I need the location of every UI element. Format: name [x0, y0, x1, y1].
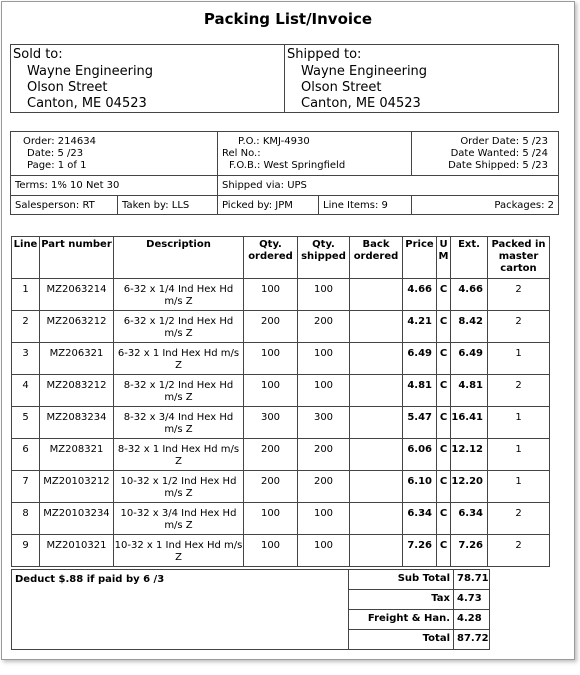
cell-um: C	[437, 343, 451, 375]
line-items	[318, 195, 412, 215]
document-title: Packing List/Invoice	[203, 10, 373, 28]
cell-qty-ordered: 100	[244, 343, 298, 375]
taken-by-text: Taken by: LLS	[122, 200, 190, 211]
table-header-row	[12, 237, 550, 279]
salesperson	[10, 195, 118, 215]
cell-back-ordered	[350, 375, 403, 407]
shipped-to-line: Canton, ME 04523	[301, 96, 421, 111]
cell-ext: 4.66	[451, 279, 488, 311]
cell-qty-shipped: 100	[298, 503, 350, 535]
col-packed: Packed in master carton	[488, 237, 550, 279]
order-info-mid	[217, 131, 412, 176]
cell-um: C	[437, 439, 451, 471]
cell-qty-shipped: 100	[298, 279, 350, 311]
terms	[10, 175, 218, 196]
cell-packed: 2	[488, 375, 550, 407]
freight-value: 4.28	[453, 609, 490, 630]
table-row	[12, 535, 550, 567]
date-wanted: Date Wanted: 5 /24	[450, 148, 548, 159]
cell-back-ordered	[350, 407, 403, 439]
cell-qty-ordered: 100	[244, 279, 298, 311]
cell-ext: 7.26	[451, 535, 488, 567]
total-value: 87.72	[453, 629, 490, 650]
shipped-to-line: Wayne Engineering	[301, 64, 428, 79]
subtotal-label: Sub Total	[348, 569, 454, 590]
order-number: Order: 214634	[23, 136, 96, 147]
cell-description: 6-32 x 1/4 Ind Hex Hd m/s Z	[114, 279, 244, 311]
col-qty-shipped: Qty. shipped	[298, 237, 350, 279]
cell-um: C	[437, 311, 451, 343]
cell-description: 8-32 x 3/4 Ind Hex Hd m/s Z	[114, 407, 244, 439]
cell-price: 6.49	[403, 343, 437, 375]
cell-um: C	[437, 407, 451, 439]
date-shipped: Date Shipped: 5 /23	[448, 160, 548, 171]
table-row	[12, 375, 550, 407]
cell-price: 4.81	[403, 375, 437, 407]
cell-packed: 1	[488, 407, 550, 439]
table-row	[12, 311, 550, 343]
cell-part-number: MZ2010321	[40, 535, 114, 567]
shipped-to-line: Olson Street	[301, 80, 382, 95]
cell-line: 6	[12, 439, 40, 471]
sold-to-line: Olson Street	[27, 80, 108, 95]
order-info-right	[411, 131, 559, 176]
cell-um: C	[437, 279, 451, 311]
cell-price: 4.66	[403, 279, 437, 311]
rel-number: Rel No.:	[222, 148, 261, 159]
cell-line: 1	[12, 279, 40, 311]
cell-description: 10-32 x 1 Ind Hex Hd m/s Z	[114, 535, 244, 567]
order-date-short: Date: 5 /23	[27, 148, 84, 159]
col-price: Price	[403, 237, 437, 279]
cell-line: 4	[12, 375, 40, 407]
cell-ext: 6.34	[451, 503, 488, 535]
tax-label: Tax	[348, 589, 454, 610]
cell-packed: 2	[488, 279, 550, 311]
table-row	[12, 439, 550, 471]
page-number: Page: 1 of 1	[27, 160, 87, 171]
cell-line: 8	[12, 503, 40, 535]
packages-text: Packages: 2	[494, 200, 554, 211]
cell-packed: 2	[488, 503, 550, 535]
cell-price: 6.34	[403, 503, 437, 535]
cell-line: 3	[12, 343, 40, 375]
cell-ext: 8.42	[451, 311, 488, 343]
cell-qty-shipped: 100	[298, 535, 350, 567]
cell-part-number: MZ2083212	[40, 375, 114, 407]
order-info-left	[10, 131, 218, 176]
cell-qty-ordered: 200	[244, 471, 298, 503]
invoice-page	[1, 1, 575, 660]
line-items-table	[11, 236, 550, 567]
cell-qty-shipped: 200	[298, 471, 350, 503]
shipped-via-text: Shipped via: UPS	[222, 180, 307, 191]
deduct-note-box	[11, 569, 349, 650]
cell-part-number: MZ2063214	[40, 279, 114, 311]
cell-qty-shipped: 200	[298, 439, 350, 471]
cell-part-number: MZ2063212	[40, 311, 114, 343]
cell-packed: 2	[488, 535, 550, 567]
col-back-ordered: Back ordered	[350, 237, 403, 279]
cell-line: 7	[12, 471, 40, 503]
tax-value: 4.73	[453, 589, 490, 610]
cell-um: C	[437, 375, 451, 407]
cell-ext: 12.20	[451, 471, 488, 503]
cell-back-ordered	[350, 279, 403, 311]
cell-description: 6-32 x 1 Ind Hex Hd m/s Z	[114, 343, 244, 375]
cell-qty-ordered: 200	[244, 311, 298, 343]
table-row	[12, 503, 550, 535]
cell-line: 2	[12, 311, 40, 343]
cell-qty-ordered: 100	[244, 375, 298, 407]
cell-um: C	[437, 503, 451, 535]
cell-ext: 12.12	[451, 439, 488, 471]
cell-packed: 2	[488, 311, 550, 343]
subtotal-value: 78.71	[453, 569, 490, 590]
picked-by	[217, 195, 319, 215]
cell-description: 8-32 x 1 Ind Hex Hd m/s Z	[114, 439, 244, 471]
col-part-number: Part number	[40, 237, 114, 279]
cell-qty-shipped: 100	[298, 343, 350, 375]
cell-description: 8-32 x 1/2 Ind Hex Hd m/s Z	[114, 375, 244, 407]
cell-description: 10-32 x 1/2 Ind Hex Hd m/s Z	[114, 471, 244, 503]
cell-qty-ordered: 100	[244, 535, 298, 567]
salesperson-text: Salesperson: RT	[15, 200, 95, 211]
shipped-to-box	[284, 44, 559, 113]
col-ext: Ext.	[451, 237, 488, 279]
cell-qty-ordered: 100	[244, 503, 298, 535]
picked-by-text: Picked by: JPM	[222, 200, 293, 211]
cell-back-ordered	[350, 471, 403, 503]
cell-back-ordered	[350, 535, 403, 567]
cell-price: 5.47	[403, 407, 437, 439]
cell-um: C	[437, 535, 451, 567]
cell-packed: 1	[488, 471, 550, 503]
cell-line: 9	[12, 535, 40, 567]
cell-price: 6.10	[403, 471, 437, 503]
cell-price: 4.21	[403, 311, 437, 343]
cell-packed: 1	[488, 439, 550, 471]
cell-qty-ordered: 200	[244, 439, 298, 471]
packages	[411, 195, 559, 215]
cell-qty-shipped: 300	[298, 407, 350, 439]
cell-part-number: MZ20103212	[40, 471, 114, 503]
cell-um: C	[437, 471, 451, 503]
cell-back-ordered	[350, 503, 403, 535]
taken-by	[117, 195, 218, 215]
sold-to-line: Wayne Engineering	[27, 64, 154, 79]
sold-to-box	[10, 44, 285, 113]
table-row	[12, 279, 550, 311]
cell-ext: 16.41	[451, 407, 488, 439]
terms-text: Terms: 1% 10 Net 30	[15, 180, 120, 191]
col-line: Line	[12, 237, 40, 279]
cell-packed: 1	[488, 343, 550, 375]
po-number: P.O.: KMJ-4930	[238, 136, 310, 147]
col-description: Description	[114, 237, 244, 279]
col-um: U M	[437, 237, 451, 279]
cell-back-ordered	[350, 311, 403, 343]
cell-description: 6-32 x 1/2 Ind Hex Hd m/s Z	[114, 311, 244, 343]
cell-part-number: MZ208321	[40, 439, 114, 471]
cell-part-number: MZ20103234	[40, 503, 114, 535]
cell-part-number: MZ206321	[40, 343, 114, 375]
fob: F.O.B.: West Springfield	[229, 160, 346, 171]
cell-ext: 4.81	[451, 375, 488, 407]
table-row	[12, 407, 550, 439]
shipped-to-label: Shipped to:	[287, 47, 362, 62]
cell-back-ordered	[350, 343, 403, 375]
sold-to-line: Canton, ME 04523	[27, 96, 147, 111]
line-items-text: Line Items: 9	[323, 200, 388, 211]
cell-qty-shipped: 100	[298, 375, 350, 407]
freight-label: Freight & Han.	[348, 609, 454, 630]
cell-line: 5	[12, 407, 40, 439]
cell-price: 6.06	[403, 439, 437, 471]
cell-qty-ordered: 300	[244, 407, 298, 439]
shipped-via	[217, 175, 559, 196]
total-label: Total	[348, 629, 454, 650]
cell-back-ordered	[350, 439, 403, 471]
deduct-note: Deduct $.88 if paid by 6 /3	[15, 574, 165, 585]
cell-ext: 6.49	[451, 343, 488, 375]
table-row	[12, 471, 550, 503]
cell-qty-shipped: 200	[298, 311, 350, 343]
cell-price: 7.26	[403, 535, 437, 567]
sold-to-label: Sold to:	[13, 47, 63, 62]
cell-description: 10-32 x 3/4 Ind Hex Hd m/s Z	[114, 503, 244, 535]
cell-part-number: MZ2083234	[40, 407, 114, 439]
col-qty-ordered: Qty. ordered	[244, 237, 298, 279]
table-row	[12, 343, 550, 375]
order-date: Order Date: 5 /23	[460, 136, 548, 147]
